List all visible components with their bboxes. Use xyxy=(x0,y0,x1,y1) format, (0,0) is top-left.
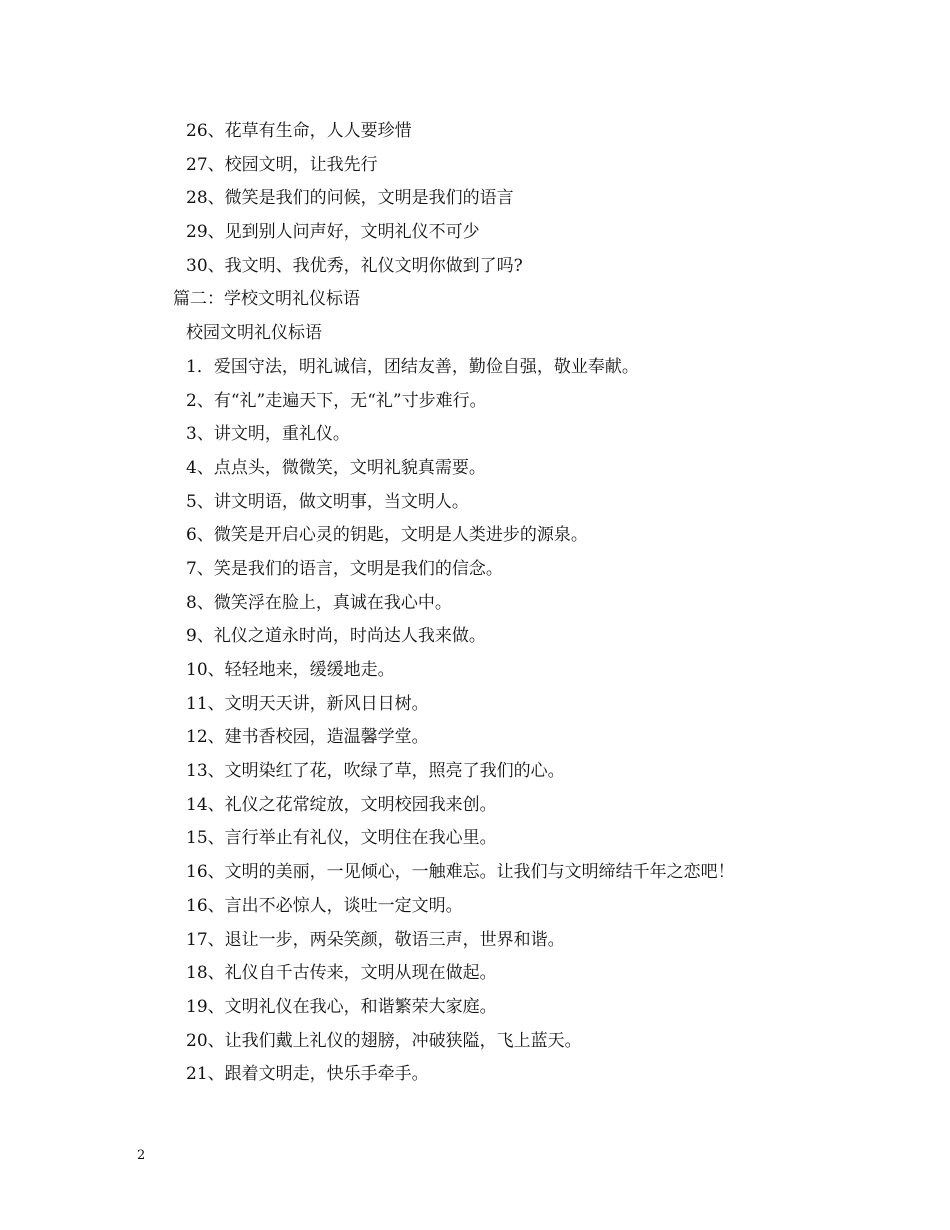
list-item: 11、文明天天讲，新风日日树。 xyxy=(186,693,429,714)
list-item: 27、校园文明，让我先行 xyxy=(186,154,378,175)
section-heading: 篇二：学校文明礼仪标语 xyxy=(173,289,360,310)
list-item: 16、文明的美丽，一见倾心，一触难忘。让我们与文明缔结千年之恋吧！ xyxy=(186,862,735,883)
list-item: 16、言出不必惊人，谈吐一定文明。 xyxy=(186,895,463,916)
list-item: 13、文明染红了花，吹绿了草，照亮了我们的心。 xyxy=(186,761,565,782)
list-item: 1．爱国守法，明礼诚信，团结友善，勤俭自强，敬业奉献。 xyxy=(186,356,639,377)
list-item: 5、讲文明语，做文明事，当文明人。 xyxy=(186,491,469,512)
list-item: 4、点点头，微微笑，文明礼貌真需要。 xyxy=(186,457,486,478)
list-item: 7、笑是我们的语言，文明是我们的信念。 xyxy=(186,558,503,579)
list-item: 28、微笑是我们的问候，文明是我们的语言 xyxy=(186,188,514,209)
list-item: 3、讲文明，重礼仪。 xyxy=(186,424,350,445)
list-item: 9、礼仪之道永时尚，时尚达人我来做。 xyxy=(186,626,486,647)
list-item: 26、花草有生命，人人要珍惜 xyxy=(186,121,412,141)
section-subtitle: 校园文明礼仪标语 xyxy=(186,323,322,344)
list-item: 12、建书香校园，造温馨学堂。 xyxy=(186,727,429,748)
page-content xyxy=(0,115,950,1092)
list-item: 30、我文明、我优秀，礼仪文明你做到了吗? xyxy=(186,255,523,276)
list-item: 29、见到别人问声好，文明礼仪不可少 xyxy=(186,222,480,243)
list-item: 19、文明礼仪在我心，和谐繁荣大家庭。 xyxy=(186,996,497,1017)
slogan-list-continued xyxy=(0,115,950,283)
list-item: 17、退让一步，两朵笑颜，敬语三声，世界和谐。 xyxy=(186,929,565,950)
list-item: 6、微笑是开启心灵的钥匙，文明是人类进步的源泉。 xyxy=(186,525,588,546)
list-item: 14、礼仪之花常绽放，文明校园我来创。 xyxy=(186,794,497,815)
list-item: 15、言行举止有礼仪，文明住在我心里。 xyxy=(186,828,497,849)
list-item: 18、礼仪自千古传来，文明从现在做起。 xyxy=(186,963,497,984)
list-item: 20、让我们戴上礼仪的翅膀，冲破狭隘，飞上蓝天。 xyxy=(186,1030,582,1051)
slogan-list xyxy=(0,351,950,1092)
list-item: 2、有“礼”走遍天下，无“礼”寸步难行。 xyxy=(186,390,487,411)
page-number: 2 xyxy=(137,1148,146,1163)
list-item: 8、微笑浮在脸上，真诚在我心中。 xyxy=(186,592,452,613)
list-item: 10、轻轻地来，缓缓地走。 xyxy=(186,660,395,680)
list-item: 21、跟着文明走，快乐手牵手。 xyxy=(186,1064,429,1085)
